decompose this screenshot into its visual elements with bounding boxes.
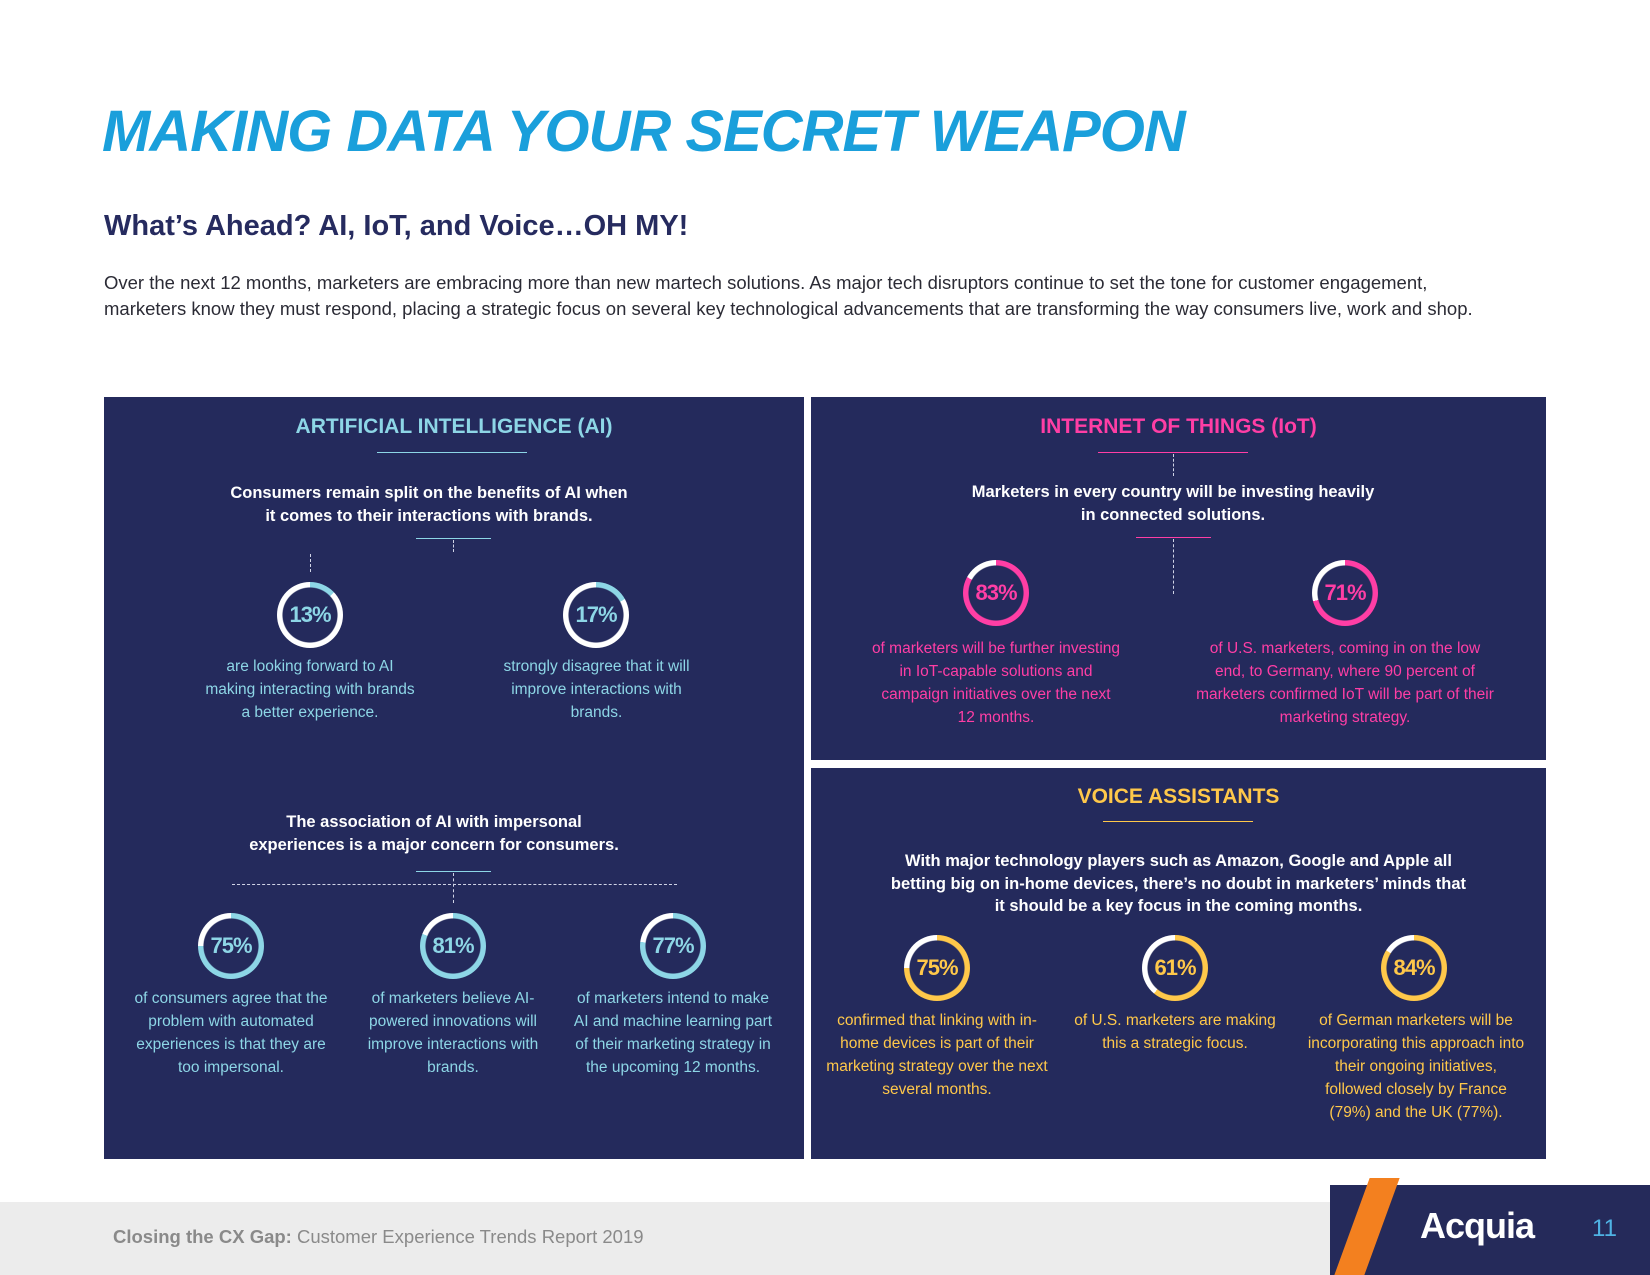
stat-ring — [1142, 935, 1208, 1001]
stat-value: 13% — [289, 602, 331, 627]
connector-line — [310, 554, 311, 572]
stat-description: are looking forward to AI making interacting with brands a better experience. — [205, 658, 415, 721]
stat-value: 71% — [1324, 580, 1366, 605]
iot-panel — [811, 397, 1546, 760]
stat-ring — [963, 560, 1029, 626]
stat-description: confirmed that linking with in-home devices is part of their marketing strategy over the next several months. — [826, 1012, 1048, 1098]
footer-report-rest: Customer Experience Trends Report 2019 — [291, 1226, 644, 1247]
stat-value: 17% — [575, 602, 617, 627]
stat-value: 61% — [1154, 955, 1196, 980]
iot-title-underline — [1098, 452, 1248, 453]
stat-ring — [1312, 560, 1378, 626]
stat-ring — [198, 913, 264, 979]
section-subtitle: What’s Ahead? AI, IoT, and Voice…OH MY! — [104, 210, 689, 242]
stat-description: of marketers believe AI-powered innovations will improve interactions with brands. — [367, 990, 539, 1076]
stat-value: 83% — [975, 580, 1017, 605]
connector-line — [453, 873, 454, 903]
connector-line — [1173, 454, 1174, 476]
voice-title-underline — [1103, 821, 1253, 822]
stat-description: of U.S. marketers are making this a strategic focus. — [1074, 1012, 1276, 1052]
iot-panel-title: INTERNET OF THINGS (IoT) — [1040, 415, 1317, 438]
page-number: 11 — [1592, 1215, 1617, 1242]
connector-line — [1173, 539, 1174, 594]
footer-report-title — [113, 1226, 644, 1248]
stat-description: of consumers agree that the problem with automated experiences is that they are too impersonal. — [134, 990, 328, 1076]
stat-value: 77% — [652, 933, 694, 958]
iot-lead: Marketers in every country will be investing heavily in connected solutions. — [971, 483, 1375, 524]
connector-line — [453, 540, 454, 552]
voice-panel — [811, 768, 1546, 1159]
iot-lead-underline — [1136, 537, 1211, 538]
footer-report-bold: Closing the CX Gap: — [113, 1226, 292, 1247]
stat-ring — [277, 582, 343, 648]
page-title: MAKING DATA YOUR SECRET WEAPON — [102, 99, 1185, 164]
stat-ring — [904, 935, 970, 1001]
acquia-logo: Acquia — [1420, 1205, 1535, 1246]
voice-lead: With major technology players such as Amazon, Google and Apple all betting big on in-home devices, there’s no doubt in marketers’ minds that it should be a key focus in the coming months. — [890, 852, 1467, 915]
ai-panel-title: ARTIFICIAL INTELLIGENCE (AI) — [295, 415, 613, 438]
stat-ring — [1381, 935, 1447, 1001]
ai-lead-impersonal: The association of AI with impersonal experiences is a major concern for consumers. — [249, 813, 619, 854]
stat-value: 75% — [916, 955, 958, 980]
connector-line — [232, 884, 677, 885]
stat-value: 84% — [1393, 955, 1435, 980]
stat-description: of marketers will be further investing in IoT-capable solutions and campaign initiatives over the next 12 months. — [871, 640, 1121, 726]
stat-ring — [640, 913, 706, 979]
ai-lead-underline — [416, 871, 491, 872]
ai-lead-split: Consumers remain split on the benefits of AI when it comes to their interactions with brands. — [230, 484, 628, 525]
voice-panel-title: VOICE ASSISTANTS — [1077, 785, 1280, 808]
stat-ring — [420, 913, 486, 979]
stat-description: strongly disagree that it will improve interactions with brands. — [503, 658, 690, 721]
ai-lead-underline — [416, 538, 491, 539]
stat-value: 81% — [432, 933, 474, 958]
ai-panel — [104, 397, 804, 1159]
intro-paragraph: Over the next 12 months, marketers are embracing more than new martech solutions. As major tech disruptors continue to set the tone for customer engagement, marketers know they must respond, placing a strategic focus on several key technological advancements that are transforming the way consumers live, work and shop. — [104, 272, 1473, 319]
stat-ring — [563, 582, 629, 648]
stat-value: 75% — [210, 933, 252, 958]
ai-title-underline — [377, 452, 527, 453]
stat-description: of marketers intend to make AI and machine learning part of their marketing strategy in the upcoming 12 months. — [573, 990, 773, 1076]
stat-description: of German marketers will be incorporating this approach into their ongoing initiatives, followed closely by France (79%) and the UK (77%). — [1307, 1012, 1525, 1121]
stat-description: of U.S. marketers, coming in on the low end, to Germany, where 90 percent of marketers confirmed IoT will be part of their marketing strategy. — [1196, 640, 1494, 726]
